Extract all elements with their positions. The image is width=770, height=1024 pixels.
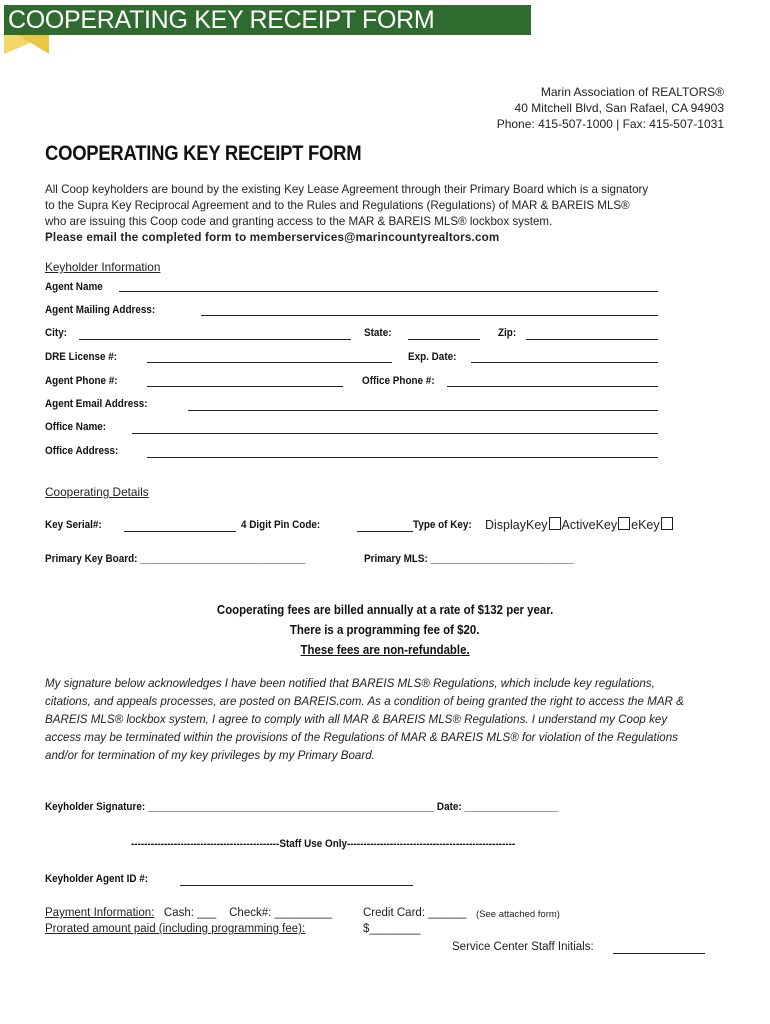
payment-info-label: Payment Information: [45,907,155,919]
email-instruction: Please email the completed form to memberservices@marincountyrealtors.com [45,231,500,244]
agent-phone-label: Agent Phone #: [45,375,118,387]
key-type-options [485,517,674,532]
type-of-key-label: Type of Key: [413,519,472,531]
keyholder-info-heading: Keyholder Information [45,260,161,274]
pin-code-field[interactable] [357,531,413,532]
primary-mls-field[interactable]: Primary MLS: __________________________ [364,553,574,565]
display-key-label: DisplayKey [485,518,548,532]
office-phone-field[interactable] [447,386,658,387]
active-key-checkbox[interactable] [618,517,630,530]
mailing-address-label: Agent Mailing Address: [45,304,156,316]
credit-card-field[interactable]: Credit Card: ______ [363,907,467,919]
ack-line: and/or for termination of my key privileges by my Primary Board. [45,749,375,762]
dre-license-field[interactable] [147,362,392,363]
keyholder-signature-field[interactable]: Keyholder Signature: ____________________________________________________ Date: _________________ [45,801,559,813]
acknowledgement-paragraph [45,675,735,765]
prorated-label: Prorated amount paid (including programming fee): [45,923,306,935]
agent-name-label: Agent Name [45,281,103,293]
city-field[interactable] [79,339,351,340]
office-name-field[interactable] [132,433,658,434]
fees-annual-rate: Cooperating fees are billed annually at a rate of $132 per year. [216,602,554,617]
association-address: 40 Mitchell Blvd, San Rafael, CA 94903 [514,101,724,115]
intro-line: to the Supra Key Reciprocal Agreement and to the Rules and Regulations (Regulations) of MAR & BAREIS MLS® [45,199,630,212]
ack-line: BAREIS MLS® lockbox system, I agree to comply with all MAR & BAREIS MLS® Regulations. I understand my Coop key [45,713,668,726]
ekey-checkbox[interactable] [661,517,673,530]
staff-initials-field[interactable] [613,953,705,954]
cooperating-details-heading: Cooperating Details [45,485,149,499]
state-label: State: [364,327,392,339]
see-attached-note: (See attached form) [476,909,560,920]
key-serial-field[interactable] [124,531,236,532]
banner-fold-shadow [18,35,49,54]
fees-programming: There is a programming fee of $20. [290,622,480,637]
display-key-checkbox[interactable] [549,517,561,530]
primary-key-board-field[interactable]: Primary Key Board: ______________________________ [45,553,306,565]
office-address-label: Office Address: [45,445,119,457]
association-name: Marin Association of REALTORS® [540,85,724,99]
city-label: City: [45,327,68,339]
active-key-label: ActiveKey [561,518,618,532]
payment-row [45,907,332,919]
agent-email-label: Agent Email Address: [45,398,148,410]
exp-date-label: Exp. Date: [408,351,457,363]
prorated-amount-field[interactable]: $________ [363,923,421,935]
zip-label: Zip: [498,327,517,339]
page-title: COOPERATING KEY RECEIPT FORM [45,142,362,165]
staff-initials-label: Service Center Staff Initials: [452,941,594,953]
ekey-label: eKey [631,518,660,532]
ack-line: access may be terminated within the provisions of the Regulations of MAR & BAREIS MLS® for violation of the Regulations [45,731,678,744]
ack-line: My signature below acknowledges I have been notified that BAREIS MLS® Regulations, which include key regulations, [45,677,655,690]
zip-field[interactable] [526,339,658,340]
intro-line: who are issuing this Coop code and granting access to the MAR & BAREIS MLS® lockbox system. [45,215,553,228]
agent-id-field[interactable] [180,885,413,886]
intro-paragraph [45,182,725,246]
intro-line: All Coop keyholders are bound by the existing Key Lease Agreement through their Primary Board which is a signatory [45,183,649,196]
association-address-block [497,84,724,132]
agent-phone-field[interactable] [147,386,343,387]
office-name-label: Office Name: [45,421,107,433]
check-field[interactable]: Check#: _________ [229,907,333,919]
header-banner: COOPERATING KEY RECEIPT FORM [4,5,531,35]
association-phone-fax: Phone: 415-507-1000 | Fax: 415-507-1031 [496,117,724,131]
agent-id-label: Keyholder Agent ID #: [45,873,149,885]
office-address-field[interactable] [147,457,658,458]
pin-code-label: 4 Digit Pin Code: [241,519,321,531]
mailing-address-field[interactable] [201,315,658,316]
dre-license-label: DRE License #: [45,351,118,363]
office-phone-label: Office Phone #: [362,375,435,387]
exp-date-field[interactable] [471,362,658,363]
agent-email-field[interactable] [188,410,658,411]
ack-line: citations, and appeals processes, are posted on BAREIS.com. As a condition of being granted the right to access the MAR & [45,695,684,708]
fees-non-refundable: These fees are non-refundable. [300,642,470,657]
cash-field[interactable]: Cash: ___ [163,907,217,919]
key-serial-label: Key Serial#: [45,519,102,531]
staff-use-divider: ---------------------------------------------Staff Use Only--------------------------------------------------- [131,838,516,850]
agent-name-field[interactable] [119,291,658,292]
state-field[interactable] [408,339,480,340]
fees-notice [0,600,770,660]
